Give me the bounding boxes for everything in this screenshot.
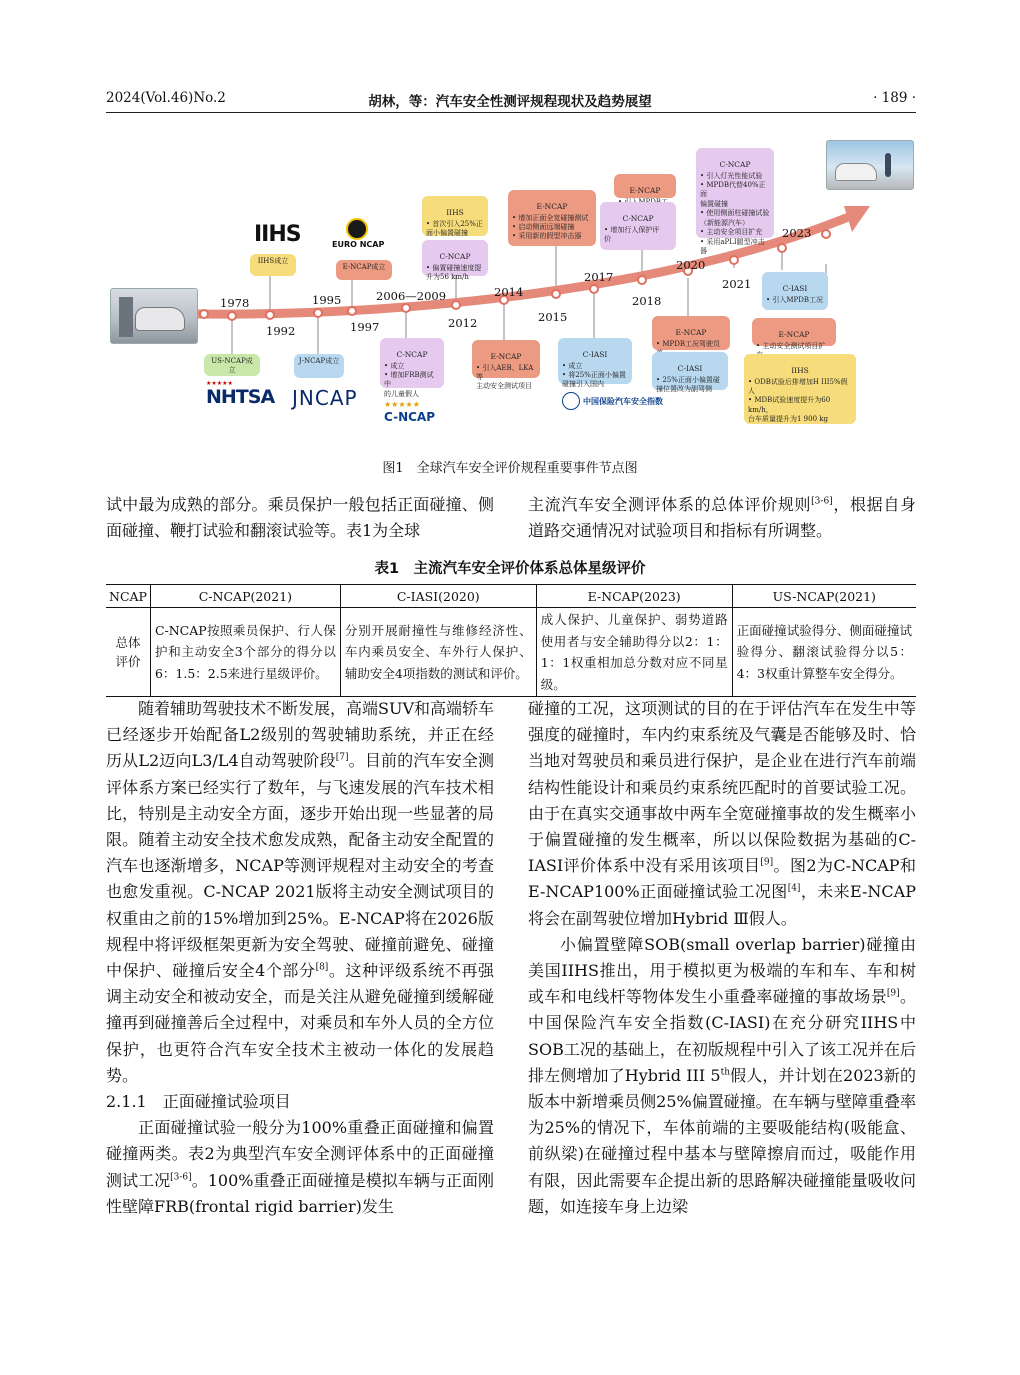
car-test-photo-2023: [826, 140, 914, 190]
text: 。这种评级系统不再强调主动安全和被动安全，而是关注从避免碰撞到缓解碰撞再到碰撞善后全过程中，对乘员和车外人员的全方位保护，也更符合汽车安全技术主被动一体化的发展趋势。: [106, 961, 494, 1085]
paragraph: [106, 696, 494, 1089]
journal-issue: 2024(Vol.46)No.2: [106, 90, 226, 106]
iasi-logo-text: 中国保险汽车安全指数: [583, 396, 663, 406]
box-title: C-IASI: [782, 284, 808, 294]
euro-ncap-text: EURO NCAP: [332, 240, 385, 249]
box-body: • 成立 • 将25%正面小偏置 碰撞引入国内: [562, 361, 626, 389]
figure-caption: 图1 全球汽车安全评价规程重要事件节点图: [382, 461, 638, 476]
box-encap-2023: [752, 318, 836, 350]
year-1995: 1995: [312, 293, 342, 307]
box-body: • 增加行人保护评 价: [604, 225, 660, 243]
box-body: • 25%正面小偏置碰 撞位置改为副驾侧: [656, 375, 720, 393]
box-iasi-2017: [558, 338, 632, 389]
cncap-logo: [384, 396, 435, 424]
box-encap-2014: [508, 190, 596, 246]
section-heading: 2.1.1 正面碰撞试验项目: [106, 1092, 291, 1112]
text: 主流汽车安全测评体系的总体评价规则: [528, 495, 812, 514]
text: 小偏置壁障SOB(small overlap barrier)碰撞由美国IIHS推出，用于模拟更为极端的车和车、车和树或车和电线杆等物体发生小重叠率碰撞的事故场景: [528, 934, 916, 1007]
box-body: • 增加正面全宽碰撞测试 • 启动侧面远端碰撞 • 采用新的假型冲击器: [512, 213, 589, 241]
box-body: • 引入灯光性能试验 • MPDB代替40%正面 偏置碰撞 • 使用侧面柱碰撞试验 （新能源汽车） • 主动安全项目扩充 • 采用aPLI腿型冲击器: [700, 171, 770, 256]
year-1978: 1978: [220, 296, 250, 310]
text: 碰撞的工况，这项测试的目的在于评估汽车在发生中等强度的碰撞时，车内约束系统及气囊是否能够及时、恰当地对驾驶员和乘员进行保护，是企业在进行汽车前端结构性能设计和乘员约束系统匹配时的首要试验工况。由于在真实交通事故中两车全宽碰撞事故的发生概率小于偏置碰撞的发生概率，所以以保险数据为基础的C-IASI评价体系中没有采用该项目: [528, 699, 916, 876]
box-title: E-NCAP: [675, 328, 707, 338]
table-header-row: [106, 585, 916, 608]
citation: [9]: [886, 988, 900, 999]
text-top-left: [106, 492, 494, 544]
cncap-stars: ★★★★★: [384, 400, 420, 409]
cncap-logo-text: C-NCAP: [384, 410, 435, 424]
figure-1-timeline: [106, 140, 916, 440]
box-j-ncap-est: J-NCAP成立: [294, 354, 344, 378]
year-2017: 2017: [584, 270, 614, 284]
text: 假人，并计划在2023新的版本中新增乘员侧25%偏置碰撞。在车辆与壁障重叠率为25%的情况下，车体前端的主要吸能结构(吸能盒、前纵梁)在碰撞过程中基本与壁障擦肩而过，吸能作用有限，因此需要车企提出新的思路解决碰撞能量吸收问题，如连接车身上边梁: [528, 1065, 916, 1216]
year-2015: 2015: [538, 310, 568, 324]
nhtsa-logo: NHTSA: [206, 386, 275, 408]
text: 随着辅助驾驶技术不断发展，高端SUV和高端轿车已经逐步开始配备L2级别的驾驶辅助系统，并正在经历从L2迈向L3/L4自动驾驶阶段: [106, 699, 495, 771]
text: ，根据自身道路交通情况对试验项目和指标有所调整。: [528, 495, 916, 541]
table-cell: 正面碰撞试验得分、侧面碰撞试验得分、翻滚试验得分以5：4：3权重计算整车安全得分。: [732, 608, 916, 697]
year-1997: 1997: [350, 320, 380, 334]
table-row-label: 总体评价: [106, 608, 150, 697]
year-2012: 2012: [448, 316, 478, 330]
box-title: C-NCAP: [439, 252, 471, 262]
year-1992: 1992: [266, 324, 296, 338]
box-body: • 主动安全测试项目扩: [756, 341, 826, 350]
superscript: th: [720, 1067, 730, 1078]
citation: [4]: [787, 884, 801, 895]
iasi-logo: [562, 392, 663, 410]
box-title: E-NCAP: [536, 202, 568, 212]
box-title: IIHS: [446, 208, 464, 218]
left-column: [106, 696, 494, 1220]
citation: [3-6]: [811, 496, 833, 507]
box-encap-2017: [614, 174, 676, 198]
box-title: C-IASI: [677, 364, 703, 374]
box-body: • 偏置碰撞速度提 升为56 km/h: [426, 263, 482, 281]
box-title: E-NCAP: [629, 186, 661, 196]
euro-ncap-logo: [332, 218, 384, 249]
text: ，未来E-NCAP将会在副驾驶位增加Hybrid Ⅲ假人。: [528, 882, 916, 928]
box-us-ncap-est: US-NCAP成立: [204, 354, 260, 376]
text: 。目前的汽车安全测评体系方案已经实行了数年，与飞速发展的汽车技术相比，特别是主动安全方面，逐步开始出现一些显著的局限。随着主动安全技术愈发成熟，配备主动安全配置的汽车也逐渐增多，NCAP等测评规程对主动安全的考查也愈发重视。C-NCAP 2021版将主动安全测试项目的权重由之前的15%增加到25%。E-NCAP将在2026版规程中将评级框架更新为安全驾驶、碰撞前避免、碰撞中保护、碰撞后安全4个部分: [106, 751, 494, 981]
citation: [3-6]: [170, 1172, 192, 1183]
right-column: [528, 696, 916, 1220]
text: 。100%重叠正面碰撞是模拟车辆与正面刚性壁障FRB(frontal rigid barrier)发生: [106, 1170, 494, 1216]
citation: [7]: [335, 753, 349, 764]
table-cell: 分别开展耐撞性与维修经济性、车内乘员安全、车外行人保护、辅助安全4项指数的测试和评价。: [340, 608, 536, 697]
box-body: • 引入MPDB工况: [766, 295, 823, 304]
year-2006-2009: 2006—2009: [376, 289, 447, 303]
box-title: C-NCAP: [622, 214, 654, 224]
box-title: E-NCAP: [778, 330, 810, 340]
box-title: IIHS: [791, 366, 809, 376]
paragraph: [106, 1115, 494, 1220]
paragraph: 试中最为成熟的部分。乘员保护一般包括正面碰撞、侧面碰撞、鞭打试验和翻滚试验等。表1为全球: [106, 495, 494, 541]
iihs-logo: IIHS: [254, 222, 301, 247]
citation: [8]: [315, 962, 329, 973]
box-title: E-NCAP: [490, 352, 522, 362]
table-cell: C-NCAP按照乘员保护、行人保护和主动安全3个部分的得分以6：1.5：2.5来进行星级评价。: [150, 608, 340, 697]
running-title: 胡林，等：汽车安全性测评规程现状及趋势展望: [368, 94, 652, 110]
year-2023: 2023: [782, 226, 812, 240]
box-iihs-2023: [744, 354, 856, 424]
page-number: · 189 ·: [873, 90, 916, 106]
crash-test-photo-1978: [110, 288, 198, 344]
box-title: C-IASI: [582, 350, 608, 360]
box-body: • MPDB工况驾驶员: [656, 339, 720, 348]
table-header-cell: NCAP: [106, 585, 150, 608]
box-cncap-2012: [422, 240, 488, 281]
table-cell: 成人保护、儿童保护、弱势道路使用者与安全辅助得分以2：1：1：1权重相加总分数对应不同星级。: [536, 608, 732, 697]
nhtsa-stars: ★★★★★: [206, 380, 233, 387]
box-iihs-est: IIHS成立: [250, 254, 296, 276]
iasi-emblem-icon: [562, 392, 580, 410]
table-row: [106, 608, 916, 697]
box-cncap-2006: [380, 338, 444, 398]
table-1: [106, 584, 916, 697]
box-iasi-2020: [652, 352, 728, 393]
table-header-cell: US-NCAP(2021): [732, 585, 916, 608]
table-header-cell: C-IASI(2020): [340, 585, 536, 608]
box-body: • 引入AEB、LKA等 主动安全测试项目: [476, 363, 534, 391]
box-iihs-2012: [422, 196, 488, 236]
box-body: • 首次引入25%正 面小偏置碰撞: [426, 219, 483, 237]
box-iasi-2023: [762, 272, 828, 310]
text: 。中国保险汽车安全指数(C-IASI)在充分研究IIHS中SOB工况的基础上，在初版规程中引入了该工况并在后排左侧增加了Hybrid III 5: [528, 987, 916, 1085]
box-title: C-NCAP: [396, 350, 428, 360]
paragraph: [528, 932, 916, 1220]
box-title: C-NCAP: [719, 160, 751, 170]
box-body: • 成立 • 增加FRB测试中 的儿童假人: [384, 361, 434, 398]
box-cncap-2021: [696, 148, 774, 256]
paragraph: [528, 492, 916, 544]
box-e-ncap-est: E-NCAP成立: [336, 260, 392, 280]
text: 正面碰撞试验一般分为100%重叠正面碰撞和偏置碰撞两类。表2为典型汽车安全测评体系中的正面碰撞测试工况: [106, 1118, 494, 1190]
citation: [9]: [760, 857, 774, 868]
box-body: • ODB试验后排增加H III5%假人 • MDB试验速度提升为60 km/h， 台车质量提升为1 900 kg: [748, 377, 848, 424]
year-2018: 2018: [632, 294, 662, 308]
table-header-cell: E-NCAP(2023): [536, 585, 732, 608]
box-encap-2014b: [472, 340, 540, 391]
year-2021: 2021: [722, 277, 752, 291]
text-top-right: [528, 492, 916, 544]
paragraph: [528, 696, 916, 932]
table-1-caption: 表1 主流汽车安全评价体系总体星级评价: [374, 561, 646, 577]
jncap-logo: JNCAP: [292, 386, 358, 410]
year-2020: 2020: [676, 258, 706, 272]
year-2014: 2014: [494, 285, 524, 299]
table-header-cell: C-NCAP(2021): [150, 585, 340, 608]
box-cncap-2018: [600, 202, 676, 250]
text: 。图2为C-NCAP和E-NCAP100%正面碰撞试验工况图: [528, 856, 916, 902]
header-rule: [106, 112, 916, 113]
box-encap-2020: [652, 316, 730, 350]
